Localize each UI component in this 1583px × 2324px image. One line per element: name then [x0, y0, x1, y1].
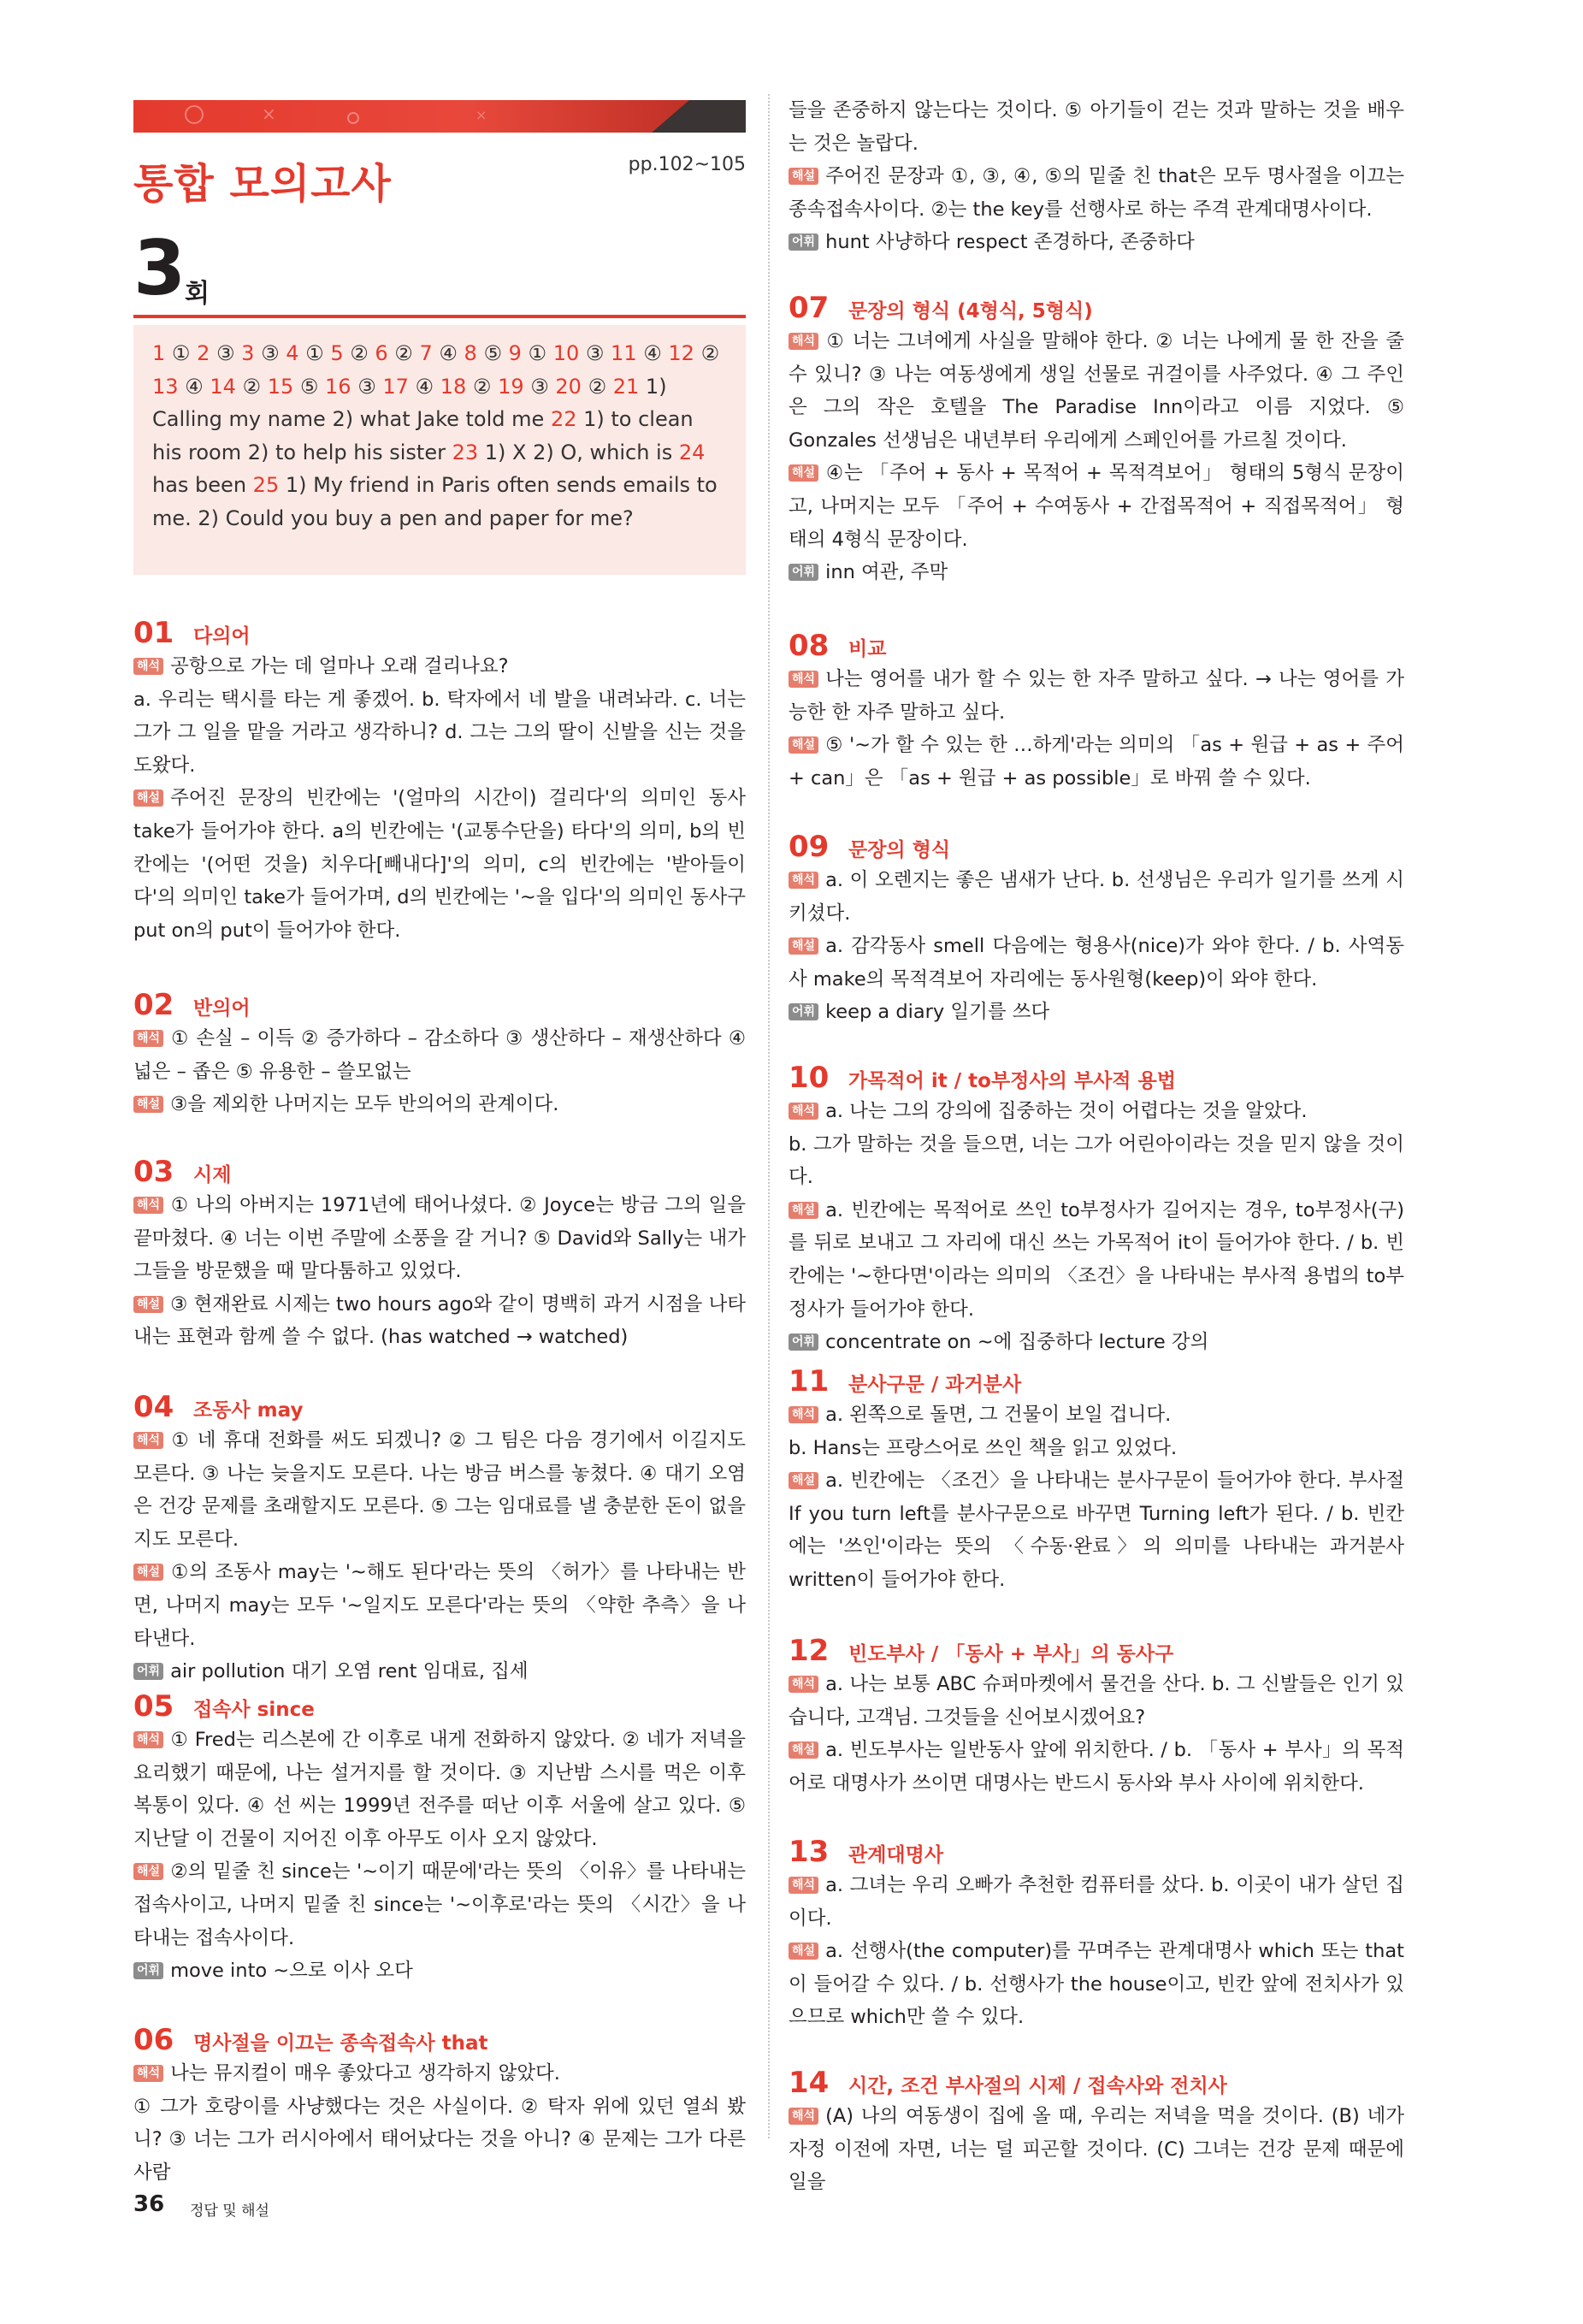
label-badge: 해석 — [133, 1197, 163, 1214]
paragraph-text: a. 그녀는 우리 오빠가 추천한 컴퓨터를 샀다. b. 이곳이 내가 살던 집이다. — [789, 1874, 1404, 1930]
label-badge: 해설 — [789, 1202, 818, 1219]
paragraph — [133, 1655, 746, 1688]
paragraph-text: 나는 뮤지컬이 매우 좋았다고 생각하지 않았다. — [170, 2062, 560, 2085]
section-05 — [133, 1689, 746, 1988]
paragraph-text: a. 왼쪽으로 돌면, 그 건물이 보일 겁니다. — [825, 1404, 1172, 1426]
label-badge: 해석 — [133, 2065, 163, 2082]
section-number: 01 — [133, 616, 174, 650]
answer-item — [286, 341, 323, 365]
answer-value: ③ — [351, 374, 376, 399]
section-number: 10 — [789, 1061, 830, 1095]
answer-key-box — [133, 325, 746, 575]
label-badge: 해설 — [789, 168, 818, 185]
paragraph — [133, 2090, 746, 2190]
section-title: 빈도부사 / 「동사 + 부사」의 동사구 — [848, 1643, 1174, 1665]
paragraph-text: a. 빈칸에는 목적어로 쓰인 to부정사가 길어지는 경우, to부정사(구)를 뒤로 보내고 그 자리에 대신 쓰는 가목적어 it이 들어가야 한다. / b. 빈칸에는 '~한다면'이라는 의미의 〈조건〉을 나타내는 부사적 용법의 to부정사가 들어가야 한다. — [789, 1198, 1404, 1321]
answer-item — [419, 341, 457, 365]
page-range: pp.102~105 — [628, 154, 746, 175]
section-header — [789, 1061, 1404, 1095]
paragraph — [789, 1869, 1404, 1935]
answer-value: ③ — [210, 341, 235, 365]
answer-number: 15 — [267, 374, 294, 399]
paragraph-text: ⑤ '~가 할 수 있는 한 …하게'라는 의미의 「as + 원급 + as + 주어 + can」은 「as + 원급 + as possible」로 바꿔 쓸 수 있다. — [789, 734, 1404, 789]
answer-value: ② — [581, 374, 607, 399]
paragraph — [789, 457, 1404, 556]
answer-number: 24 — [678, 440, 706, 464]
answer-value: ② — [235, 374, 262, 399]
label-badge: 해석 — [789, 333, 818, 350]
header-rule — [133, 315, 746, 318]
paragraph-text: ① 너는 그녀에게 사실을 말해야 한다. ② 너는 나에게 물 한 잔을 줄 수 있니? ③ 나는 여동생에게 생일 선물로 귀걸이를 사주었다. ④ 그 주인은 그의 작은 호텔을 The Paradise Inn이라고 이름 지었다. ⑤ Gonzales 선생님은 내년부터 우리에게 스페인어를 가르칠 것이다. — [789, 330, 1404, 452]
section-title: 시제 — [193, 1164, 232, 1186]
label-badge: 해석 — [133, 658, 163, 675]
answer-number: 21 — [612, 374, 640, 399]
section-14 — [789, 2066, 1404, 2199]
section-12 — [789, 1634, 1404, 1800]
label-badge: 해석 — [789, 1103, 818, 1120]
label-badge: 해석 — [789, 1877, 818, 1894]
answer-number: 6 — [375, 341, 388, 365]
answer-value: ⑤ — [293, 374, 319, 399]
label-badge: 어휘 — [789, 564, 818, 581]
answer-number: 17 — [382, 374, 409, 399]
paragraph-text: move into ~으로 이사 오다 — [170, 1960, 413, 1983]
section-header — [789, 291, 1404, 325]
section-header — [789, 2066, 1404, 2100]
answer-number: 13 — [152, 374, 179, 399]
label-badge: 어휘 — [789, 234, 818, 251]
paragraph — [789, 1734, 1404, 1800]
page-number: 36 — [133, 2191, 165, 2217]
paragraph — [789, 1464, 1404, 1596]
paragraph — [133, 1288, 746, 1354]
answer-item — [325, 375, 376, 399]
section-header — [133, 616, 746, 650]
answer-number: 14 — [210, 374, 236, 399]
section-header — [789, 1634, 1404, 1668]
answer-number: 22 — [550, 407, 577, 432]
paragraph — [789, 729, 1404, 795]
paragraph — [133, 1855, 746, 1954]
paragraph-text: ③을 제외한 나머지는 모두 반의어의 관계이다. — [170, 1093, 559, 1116]
label-badge: 어휘 — [789, 1333, 818, 1351]
section-number: 02 — [133, 988, 174, 1022]
answer-number: 10 — [552, 341, 580, 365]
label-badge: 해석 — [133, 1731, 163, 1748]
label-badge: 해설 — [133, 1296, 163, 1313]
label-badge: 해석 — [133, 1030, 163, 1047]
paragraph — [789, 226, 1404, 259]
paragraph-text: concentrate on ~에 집중하다 lecture 강의 — [825, 1331, 1209, 1354]
paragraph — [789, 996, 1404, 1029]
answer-value: ④ — [432, 341, 458, 365]
section-header — [789, 1364, 1404, 1399]
paragraph — [789, 1128, 1404, 1194]
paragraph — [133, 650, 746, 683]
answer-item — [509, 341, 546, 365]
answer-value: ② — [466, 374, 492, 399]
paragraph-text: a. 빈도부사는 일반동사 앞에 위치한다. / b. 「동사 + 부사」의 목적어로 대명사가 쓰이면 대명사는 반드시 동사와 부사 사이에 위치한다. — [789, 1739, 1404, 1795]
column-divider — [768, 94, 770, 2138]
section-title: 다의어 — [193, 625, 251, 648]
paragraph — [789, 2100, 1404, 2199]
right-intro — [789, 94, 1404, 259]
section-06 — [133, 2023, 746, 2189]
section-header — [789, 1835, 1404, 1869]
answer-number: 2 — [197, 341, 210, 365]
section-title: 접속사 since — [193, 1699, 315, 1721]
answer-item — [152, 375, 204, 399]
section-title: 반의어 — [193, 997, 251, 1020]
answer-item — [440, 375, 492, 399]
paragraph — [133, 1954, 746, 1988]
section-01 — [133, 616, 746, 947]
answer-number: 19 — [498, 374, 524, 399]
answer-item — [375, 341, 412, 365]
section-number: 06 — [133, 2023, 174, 2057]
paragraph-text: inn 여관, 주막 — [825, 561, 948, 584]
section-title: 분사구문 / 과거분사 — [848, 1374, 1022, 1396]
section-header — [133, 1689, 746, 1724]
paragraph-text: ① 나의 아버지는 1971년에 태어나셨다. ② Joyce는 방금 그의 일을 끝마쳤다. ④ 너는 이번 주말에 소풍을 갈 거니? ⑤ David와 Sally는 내가 그들을 방문했을 때 말다툼하고 있었다. — [133, 1194, 746, 1283]
answer-item — [210, 375, 261, 399]
answer-number: 9 — [508, 341, 522, 365]
label-badge: 해설 — [133, 1863, 163, 1880]
paragraph — [789, 864, 1404, 930]
section-07 — [789, 291, 1404, 589]
answer-number: 25 — [252, 473, 280, 498]
section-title: 비교 — [848, 638, 887, 660]
section-13 — [789, 1835, 1404, 2034]
label-badge: 해석 — [789, 872, 818, 889]
answer-value: ② — [694, 341, 720, 365]
section-title: 조동사 may — [193, 1399, 304, 1422]
answer-number: 7 — [419, 341, 433, 365]
label-badge: 해석 — [133, 1432, 163, 1449]
label-badge: 해설 — [133, 1096, 163, 1113]
section-number: 11 — [789, 1364, 830, 1399]
answer-value: ① — [298, 341, 324, 365]
answer-value: 1) Calling my name 2) what Jake told me — [152, 374, 667, 432]
paragraph-text: hunt 사냥하다 respect 존경하다, 존중하다 — [825, 231, 1195, 254]
answer-item — [498, 375, 549, 399]
answer-value: ③ — [579, 341, 605, 365]
section-header — [789, 830, 1404, 864]
paragraph — [789, 325, 1404, 457]
paragraph — [133, 1556, 746, 1655]
section-number: 04 — [133, 1390, 174, 1424]
section-header — [133, 988, 746, 1022]
label-badge: 해설 — [789, 1943, 818, 1960]
label-badge: 해설 — [789, 736, 818, 754]
answer-value: 1) My friend in Paris often sends emails to me. 2) Could you buy a pen and paper for me? — [152, 473, 718, 530]
section-title: 문장의 형식 (4형식, 5형식) — [848, 300, 1093, 322]
answer-value: ④ — [636, 341, 662, 365]
answer-number: 16 — [325, 374, 351, 399]
round-suffix: 회 — [185, 279, 210, 309]
answer-number: 8 — [464, 341, 477, 365]
answer-item — [553, 341, 605, 365]
answer-value: ⑤ — [476, 341, 502, 365]
paragraph — [789, 1935, 1404, 2034]
section-number: 08 — [789, 629, 830, 663]
label-badge: 해석 — [789, 671, 818, 688]
answer-value: ① — [521, 341, 547, 365]
paragraph-text: ① 그가 호랑이를 사냥했다는 것은 사실이다. ② 탁자 위에 있던 열쇠 봤니? ③ 너는 그가 러시아에서 태어났다는 것을 아니? ④ 문제는 그가 다른 사람 — [133, 2095, 746, 2184]
answer-item — [152, 341, 190, 365]
answer-value: ④ — [408, 374, 434, 399]
paragraph-text: ②의 밑줄 친 since는 '~이기 때문에'라는 뜻의 〈이유〉를 나타내는 접속사이고, 나머지 밑줄 친 since는 '~이후로'라는 뜻의 〈시간〉을 나타내는 접속사이다. — [133, 1860, 746, 1949]
label-badge: 해설 — [789, 464, 818, 482]
paragraph-text: ④는 「주어 + 동사 + 목적어 + 목적격보어」 형태의 5형식 문장이고, 나머지는 모두 「주어 + 수여동사 + 간접목적어 + 직접목적어」 형태의 4형식 문장이다. — [789, 462, 1404, 551]
answer-value: ① — [165, 341, 191, 365]
answer-value: 1) X 2) O, which is — [478, 440, 673, 464]
answer-item — [268, 375, 319, 399]
answer-number: 5 — [330, 341, 344, 365]
page-title: 통합 모의고사 — [133, 160, 392, 208]
section-header — [133, 2023, 746, 2057]
paragraph — [789, 1668, 1404, 1734]
paragraph-text: 들을 존중하지 않는다는 것이다. ⑤ 아기들이 걷는 것과 말하는 것을 배우는 것은 놀랍다. — [789, 99, 1404, 155]
answer-value: ③ — [523, 374, 549, 399]
paragraph-text: ③ 현재완료 시제는 two hours ago와 같이 명백히 과거 시점을 나타내는 표현과 함께 쓸 수 없다. (has watched → watched) — [133, 1292, 746, 1349]
footer-label: 정답 및 해설 — [190, 2203, 269, 2220]
paragraph-text: a. 이 오렌지는 좋은 냄새가 난다. b. 선생님은 우리가 일기를 쓰게 시키셨다. — [789, 869, 1404, 925]
section-header — [133, 1155, 746, 1189]
paragraph-text: 나는 영어를 내가 할 수 있는 한 자주 말하고 싶다. → 나는 영어를 가능한 한 자주 말하고 싶다. — [789, 668, 1404, 724]
answer-item — [382, 375, 434, 399]
answer-item — [555, 375, 606, 399]
section-09 — [789, 830, 1404, 1029]
answer-value: has been — [152, 473, 247, 498]
paragraph-text: (A) 나의 여동생이 집에 올 때, 우리는 저녁을 먹을 것이다. (B) 네가 자정 이전에 자면, 너는 덜 피곤할 것이다. (C) 그녀는 건강 문제 때문에 일을 — [789, 2105, 1404, 2194]
label-badge: 해설 — [789, 1472, 818, 1489]
answer-item — [330, 341, 368, 365]
paragraph — [789, 1095, 1404, 1128]
paragraph-text: keep a diary 일기를 쓰다 — [825, 1001, 1050, 1024]
section-title: 시간, 조건 부사절의 시제 / 접속사와 전치사 — [848, 2075, 1227, 2097]
answer-number: 4 — [286, 341, 299, 365]
paragraph — [133, 1724, 746, 1855]
answer-item — [464, 341, 502, 365]
answer-number: 18 — [440, 374, 467, 399]
answer-value: ④ — [178, 374, 204, 399]
label-badge: 해설 — [133, 789, 163, 807]
paragraph — [133, 782, 746, 947]
label-badge: 어휘 — [133, 1962, 163, 1979]
header-band: × × — [133, 100, 746, 133]
paragraph — [133, 1022, 746, 1088]
section-number: 14 — [789, 2066, 830, 2100]
answer-item — [241, 341, 279, 365]
section-number: 03 — [133, 1155, 174, 1189]
paragraph — [133, 1189, 746, 1288]
label-badge: 어휘 — [789, 1003, 818, 1020]
section-number: 07 — [789, 291, 830, 325]
section-header — [133, 1390, 746, 1424]
answer-number: 3 — [241, 341, 255, 365]
paragraph — [133, 2057, 746, 2090]
answer-number: 11 — [611, 341, 637, 365]
section-number: 12 — [789, 1634, 830, 1668]
paragraph-text: b. Hans는 프랑스어로 쓰인 책을 읽고 있었다. — [789, 1436, 1178, 1459]
label-badge: 해석 — [789, 2108, 818, 2125]
paragraph — [789, 1432, 1404, 1465]
section-title: 가목적어 it / to부정사의 부사적 용법 — [848, 1070, 1176, 1092]
paragraph — [789, 663, 1404, 729]
label-badge: 어휘 — [133, 1663, 163, 1680]
section-number: 13 — [789, 1835, 830, 1869]
label-badge: 해석 — [789, 1406, 818, 1423]
paragraph-text: ① Fred는 리스본에 간 이후로 내게 전화하지 않았다. ② 네가 저녁을 요리했기 때문에, 나는 설거지를 할 것이다. ③ 지난밤 스시를 먹은 이후 복통이 있다. ④ 선 씨는 1999년 전주를 떠난 이후 서울에 살고 있다. ⑤ 지난달 이 건물이 지어진 이후 아무도 이사 오지 않았다. — [133, 1729, 746, 1850]
answer-number: 12 — [668, 341, 694, 365]
paragraph-text: a. 감각동사 smell 다음에는 형용사(nice)가 와야 한다. / b. 사역동사 make의 목적격보어 자리에는 동사원형(keep)이 와야 한다. — [789, 935, 1404, 991]
answer-value: 1) to clean his room 2) to help his sister — [152, 407, 694, 464]
paragraph — [789, 556, 1404, 589]
section-number: 05 — [133, 1689, 174, 1724]
paragraph-text: 공항으로 가는 데 얼마나 오래 걸리나요? — [170, 655, 509, 677]
section-title: 명사절을 이끄는 종속접속사 that — [193, 2032, 488, 2055]
section-02 — [133, 988, 746, 1121]
answer-item — [611, 341, 662, 365]
answer-value: ③ — [254, 341, 280, 365]
answer-number: 1 — [152, 341, 166, 365]
paragraph — [133, 1424, 746, 1556]
label-badge: 해설 — [133, 1564, 163, 1581]
paragraph — [789, 94, 1404, 160]
paragraph-text: air pollution 대기 오염 rent 임대료, 집세 — [170, 1660, 529, 1683]
label-badge: 해석 — [789, 1676, 818, 1693]
paragraph — [789, 1326, 1404, 1359]
paragraph-text: a. 빈칸에는 〈조건〉을 나타내는 분사구문이 들어가야 한다. 부사절 If you turn left를 분사구문으로 바꾸면 Turning left가 된다. / b. 빈칸에는 '쓰인'이라는 뜻의 〈수동·완료〉의 의미를 나타내는 과거분사 written이 들어가야 한다. — [789, 1470, 1404, 1591]
paragraph-text: ①의 조동사 may는 '~해도 된다'라는 뜻의 〈허가〉를 나타내는 반면, 나머지 may는 모두 '~일지도 모른다'라는 뜻의 〈약한 추측〉을 나타낸다. — [133, 1561, 746, 1650]
section-title: 문장의 형식 — [848, 839, 951, 861]
paragraph-text: 주어진 문장과 ①, ③, ④, ⑤의 밑줄 친 that은 모두 명사절을 이끄는 종속접속사이다. ②는 the key를 선행사로 하는 주격 관계대명사이다. — [789, 165, 1404, 221]
section-10 — [789, 1061, 1404, 1359]
paragraph-text: a. 나는 그의 강의에 집중하는 것이 어렵다는 것을 알았다. — [825, 1100, 1308, 1122]
paragraph-text: a. 나는 보통 ABC 슈퍼마켓에서 물건을 산다. b. 그 신발들은 인기 있습니다, 고객님. 그것들을 신어보시겠어요? — [789, 1673, 1404, 1729]
paragraph — [789, 1399, 1404, 1432]
section-header — [789, 629, 1404, 663]
answer-item — [197, 341, 234, 365]
paragraph-text: a. 선행사(the computer)를 꾸며주는 관계대명사 which 또는 that이 들어갈 수 있다. / b. 선행사가 the house이고, 빈칸 앞에 전치사가 있으므로 which만 쓸 수 있다. — [789, 1940, 1404, 2029]
section-08 — [789, 629, 1404, 795]
section-04 — [133, 1390, 746, 1688]
section-11 — [789, 1364, 1404, 1597]
paragraph — [789, 160, 1404, 226]
paragraph-text: ① 네 휴대 전화를 써도 되겠니? ② 그 팀은 다음 경기에서 이길지도 모른다. ③ 나는 늦을지도 모른다. 나는 방금 버스를 놓쳤다. ④ 대기 오염은 건강 문제를 초래할지도 모른다. ⑤ 그는 임대료를 낼 충분한 돈이 없을지도 모른다. — [133, 1429, 746, 1551]
paragraph — [789, 930, 1404, 996]
paragraph-text: a. 우리는 택시를 타는 게 좋겠어. b. 탁자에서 네 발을 내려놔라. c. 너는 그가 그 일을 맡을 거라고 생각하니? d. 그는 그의 딸이 신발을 신는 것을 도왔다. — [133, 688, 746, 777]
paragraph-text: ① 손실 – 이득 ② 증가하다 – 감소하다 ③ 생산하다 – 재생산하다 ④ 넓은 – 좁은 ⑤ 유용한 – 쓸모없는 — [133, 1027, 746, 1083]
paragraph — [133, 1088, 746, 1121]
answer-item — [452, 441, 673, 464]
paragraph — [133, 683, 746, 783]
section-03 — [133, 1155, 746, 1354]
answer-value: ② — [387, 341, 413, 365]
paragraph-text: 주어진 문장의 빈칸에는 '(얼마의 시간이) 걸리다'의 의미인 동사 take가 들어가야 한다. a의 빈칸에는 '(교통수단을) 타다'의 의미, b의 빈칸에는 '(어떤 것을) 치우다[빼내다]'의 의미, c의 빈칸에는 '받아들이다'의 의미인 take가 들어가며, d의 빈칸에는 '~을 입다'의 의미인 동사구 put on의 put이 들어가야 한다. — [133, 787, 746, 942]
round-number: 3 — [133, 224, 186, 312]
answer-item — [668, 341, 719, 365]
paragraph-text: b. 그가 말하는 것을 들으면, 너는 그가 어린아이라는 것을 믿지 않을 것이다. — [789, 1132, 1404, 1189]
label-badge: 해설 — [789, 937, 818, 955]
paragraph — [789, 1194, 1404, 1326]
answer-value: ② — [343, 341, 369, 365]
section-number: 09 — [789, 830, 830, 864]
section-title: 관계대명사 — [848, 1844, 944, 1866]
label-badge: 해설 — [789, 1742, 818, 1759]
answer-number: 23 — [452, 440, 479, 464]
answer-number: 20 — [555, 374, 582, 399]
